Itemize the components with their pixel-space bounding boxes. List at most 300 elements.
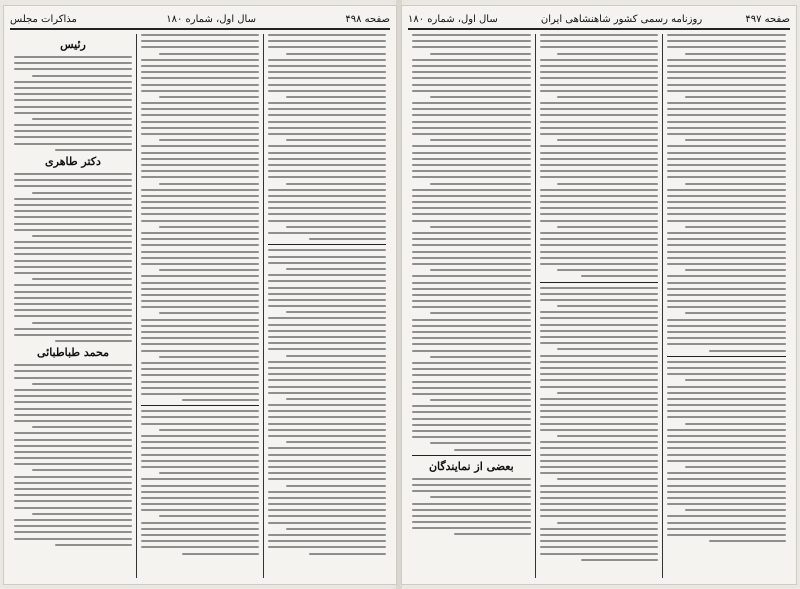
text-line	[268, 102, 386, 104]
text-line	[709, 350, 786, 352]
text-line	[268, 34, 386, 36]
text-line	[540, 84, 659, 86]
text-line	[55, 340, 132, 342]
text-line	[286, 268, 386, 270]
text-line	[540, 46, 659, 48]
text-line	[268, 317, 386, 319]
text-line	[141, 189, 259, 191]
text-line	[268, 392, 386, 394]
text-line	[14, 210, 132, 212]
text-line	[667, 294, 786, 296]
text-line	[286, 485, 386, 487]
text-line	[685, 226, 786, 228]
text-line	[14, 247, 132, 249]
text-line	[430, 356, 531, 358]
text-line	[14, 389, 132, 391]
text-line	[667, 90, 786, 92]
text-line	[540, 244, 659, 246]
text-line	[141, 485, 259, 487]
text-line	[14, 370, 132, 372]
text-line	[14, 99, 132, 101]
text-line	[412, 176, 531, 178]
text-line	[14, 439, 132, 441]
text-line	[268, 65, 386, 67]
text-line	[540, 238, 659, 240]
text-line	[286, 183, 386, 185]
text-line	[141, 319, 259, 321]
text-line	[667, 238, 786, 240]
text-line	[540, 213, 659, 215]
text-line	[268, 195, 386, 197]
text-line	[454, 449, 531, 451]
section-heading: محمد طباطبائی	[36, 346, 110, 360]
text-line	[667, 213, 786, 215]
text-line	[540, 293, 659, 295]
text-line	[667, 158, 786, 160]
text-line	[141, 546, 259, 548]
text-line	[268, 274, 386, 276]
text-line	[14, 297, 132, 299]
text-line	[540, 553, 659, 555]
text-line	[141, 497, 259, 499]
text-line	[14, 432, 132, 434]
text-line	[268, 515, 386, 517]
text-line	[141, 362, 259, 364]
text-line	[141, 238, 259, 240]
text-line	[14, 395, 132, 397]
text-line	[268, 466, 386, 468]
text-line	[667, 102, 786, 104]
text-line	[268, 299, 386, 301]
text-line	[268, 361, 386, 363]
text-line	[268, 249, 386, 251]
text-line	[268, 386, 386, 388]
text-line	[14, 130, 132, 132]
text-line	[540, 534, 659, 536]
text-line	[540, 416, 659, 418]
text-line	[540, 386, 659, 388]
text-line	[667, 59, 786, 61]
text-line	[667, 398, 786, 400]
left-page-header	[10, 10, 390, 30]
right-page-header	[408, 10, 790, 30]
text-line	[268, 158, 386, 160]
text-line	[540, 336, 659, 338]
text-line	[14, 414, 132, 416]
text-line	[14, 112, 132, 114]
text-line	[667, 207, 786, 209]
text-line	[540, 491, 659, 493]
text-line	[268, 220, 386, 222]
text-line	[540, 398, 659, 400]
text-line	[14, 124, 132, 126]
text-line	[667, 361, 786, 363]
left-page	[4, 6, 396, 584]
text-line	[286, 441, 386, 443]
text-line	[540, 152, 659, 154]
text-line	[141, 423, 259, 425]
text-line	[412, 90, 531, 92]
text-line	[667, 491, 786, 493]
text-line	[540, 410, 659, 412]
text-line	[141, 46, 259, 48]
text-line	[412, 325, 531, 327]
text-line	[141, 65, 259, 67]
text-line	[412, 331, 531, 333]
text-line	[14, 284, 132, 286]
text-line	[141, 509, 259, 511]
text-line	[14, 377, 132, 379]
text-line	[14, 272, 132, 274]
text-line	[14, 198, 132, 200]
text-line	[141, 491, 259, 493]
text-line	[268, 429, 386, 431]
text-line	[540, 509, 659, 511]
text-line	[159, 53, 259, 55]
text-line	[141, 158, 259, 160]
text-line	[141, 152, 259, 154]
text-line	[540, 59, 659, 61]
text-line	[667, 478, 786, 480]
text-line	[557, 183, 658, 185]
text-line	[159, 96, 259, 98]
text-line	[540, 429, 659, 431]
text-line	[667, 201, 786, 203]
text-line	[667, 454, 786, 456]
text-line	[430, 226, 531, 228]
text-line	[141, 387, 259, 389]
text-line	[141, 257, 259, 259]
text-line	[540, 324, 659, 326]
text-line	[667, 288, 786, 290]
text-line	[540, 77, 659, 79]
text-line	[141, 213, 259, 215]
text-line	[412, 65, 531, 67]
text-line	[667, 275, 786, 277]
text-line	[540, 472, 659, 474]
text-line	[412, 294, 531, 296]
text-line	[268, 127, 386, 129]
right-page-title: روزنامه رسمی کشور شاهنشاهی ایران	[540, 13, 703, 25]
text-line	[540, 528, 659, 530]
left-page-title: مذاکرات مجلس	[10, 13, 77, 25]
text-line	[540, 447, 659, 449]
text-line	[709, 540, 786, 542]
text-line	[182, 553, 259, 555]
text-line	[268, 379, 386, 381]
text-line	[141, 503, 259, 505]
text-line	[32, 383, 132, 385]
right-page-number: صفحه ۴۹۷	[745, 13, 790, 25]
text-line	[412, 189, 531, 191]
text-line	[268, 293, 386, 295]
text-line	[14, 488, 132, 490]
text-line	[14, 401, 132, 403]
text-line	[412, 478, 531, 480]
text-line	[540, 34, 659, 36]
text-line	[141, 40, 259, 42]
text-line	[412, 108, 531, 110]
text-line	[540, 251, 659, 253]
text-line	[14, 531, 132, 533]
text-line	[412, 232, 531, 234]
text-line	[14, 87, 132, 89]
text-line	[557, 478, 658, 480]
text-line	[141, 90, 259, 92]
text-line	[14, 309, 132, 311]
text-line	[667, 282, 786, 284]
text-line	[540, 40, 659, 42]
text-line	[540, 299, 659, 301]
text-line	[286, 311, 386, 313]
text-line	[540, 158, 659, 160]
text-line	[454, 533, 531, 535]
text-line	[159, 312, 259, 314]
text-line	[14, 185, 132, 187]
text-line	[412, 158, 531, 160]
text-line	[159, 472, 259, 474]
text-line	[540, 170, 659, 172]
text-line	[667, 152, 786, 154]
text-line	[14, 266, 132, 268]
text-line	[141, 300, 259, 302]
text-line	[32, 235, 132, 237]
text-line	[141, 102, 259, 104]
text-line	[141, 350, 259, 352]
text-line	[141, 393, 259, 395]
text-line	[540, 367, 659, 369]
text-line	[667, 472, 786, 474]
text-line	[32, 513, 132, 515]
text-line	[412, 275, 531, 277]
section-rule	[268, 244, 386, 245]
text-line	[268, 348, 386, 350]
text-line	[268, 71, 386, 73]
text-line	[14, 204, 132, 206]
text-line	[667, 232, 786, 234]
text-line	[667, 71, 786, 73]
text-line	[667, 367, 786, 369]
text-line	[159, 515, 259, 517]
text-line	[412, 244, 531, 246]
text-line	[268, 330, 386, 332]
text-line	[268, 84, 386, 86]
text-line	[14, 315, 132, 317]
text-line	[685, 466, 786, 468]
text-line	[141, 34, 259, 36]
text-line	[667, 337, 786, 339]
text-line	[540, 257, 659, 259]
text-line	[430, 399, 531, 401]
text-line	[309, 553, 386, 555]
text-line	[159, 183, 259, 185]
text-line	[412, 405, 531, 407]
text-line	[141, 466, 259, 468]
text-line	[141, 374, 259, 376]
text-line	[667, 410, 786, 412]
text-line	[540, 71, 659, 73]
text-line	[540, 220, 659, 222]
text-line	[412, 381, 531, 383]
text-line	[159, 226, 259, 228]
text-line	[14, 241, 132, 243]
text-line	[14, 68, 132, 70]
text-line	[430, 312, 531, 314]
right-column-2	[536, 34, 664, 578]
text-line	[268, 478, 386, 480]
text-line	[268, 497, 386, 499]
text-line	[412, 490, 531, 492]
left-page-number: صفحه ۴۹۸	[345, 13, 390, 25]
text-line	[14, 408, 132, 410]
text-line	[412, 46, 531, 48]
text-line	[268, 435, 386, 437]
text-line	[14, 62, 132, 64]
text-line	[540, 342, 659, 344]
text-line	[141, 381, 259, 383]
text-line	[268, 522, 386, 524]
text-line	[412, 220, 531, 222]
text-line	[557, 392, 658, 394]
text-line	[412, 393, 531, 395]
text-line	[14, 328, 132, 330]
left-page-columns	[10, 34, 390, 578]
text-line	[14, 482, 132, 484]
section-heading: بعضی از نمایندگان	[428, 459, 514, 473]
text-line	[268, 77, 386, 79]
text-line	[540, 189, 659, 191]
text-line	[540, 65, 659, 67]
text-line	[141, 195, 259, 197]
text-line	[141, 275, 259, 277]
text-line	[685, 96, 786, 98]
text-line	[667, 319, 786, 321]
text-line	[667, 441, 786, 443]
text-line	[540, 232, 659, 234]
text-line	[685, 183, 786, 185]
text-line	[268, 280, 386, 282]
section-heading: رئیس	[60, 38, 86, 51]
text-line	[286, 528, 386, 530]
text-line	[667, 429, 786, 431]
right-page-columns	[408, 34, 790, 578]
text-line	[667, 189, 786, 191]
text-line	[412, 40, 531, 42]
text-line	[667, 133, 786, 135]
text-line	[159, 429, 259, 431]
text-line	[540, 164, 659, 166]
text-line	[540, 423, 659, 425]
text-line	[667, 515, 786, 517]
text-line	[268, 46, 386, 48]
text-line	[141, 121, 259, 123]
text-line	[268, 90, 386, 92]
text-line	[141, 368, 259, 370]
text-line	[540, 373, 659, 375]
text-line	[540, 287, 659, 289]
text-line	[268, 40, 386, 42]
text-line	[141, 108, 259, 110]
text-line	[667, 528, 786, 530]
text-line	[540, 503, 659, 505]
text-line	[412, 102, 531, 104]
text-line	[412, 84, 531, 86]
text-line	[14, 463, 132, 465]
text-line	[412, 34, 531, 36]
text-line	[430, 442, 531, 444]
text-line	[430, 96, 531, 98]
text-line	[412, 164, 531, 166]
text-line	[557, 269, 658, 271]
text-line	[268, 416, 386, 418]
text-line	[540, 121, 659, 123]
text-line	[540, 145, 659, 147]
text-line	[412, 77, 531, 79]
text-line	[141, 478, 259, 480]
text-line	[540, 454, 659, 456]
text-line	[268, 176, 386, 178]
text-line	[412, 195, 531, 197]
text-line	[14, 81, 132, 83]
text-line	[667, 373, 786, 375]
text-line	[141, 127, 259, 129]
left-column-3	[10, 34, 137, 578]
text-line	[412, 521, 531, 523]
text-line	[412, 121, 531, 123]
text-line	[667, 331, 786, 333]
text-line	[141, 435, 259, 437]
text-line	[268, 546, 386, 548]
text-line	[141, 170, 259, 172]
text-line	[540, 176, 659, 178]
left-column-1	[264, 34, 390, 578]
text-line	[412, 387, 531, 389]
text-line	[141, 447, 259, 449]
text-line	[412, 71, 531, 73]
text-line	[141, 460, 259, 462]
text-line	[557, 435, 658, 437]
text-line	[412, 213, 531, 215]
text-line	[540, 207, 659, 209]
text-line	[14, 106, 132, 108]
text-line	[412, 411, 531, 413]
text-line	[14, 476, 132, 478]
text-line	[141, 416, 259, 418]
text-line	[667, 220, 786, 222]
text-line	[141, 331, 259, 333]
text-line	[581, 275, 658, 277]
text-line	[540, 540, 659, 542]
text-line	[268, 410, 386, 412]
text-line	[14, 500, 132, 502]
text-line	[141, 145, 259, 147]
text-line	[667, 257, 786, 259]
text-line	[14, 56, 132, 58]
text-line	[268, 232, 386, 234]
text-line	[268, 336, 386, 338]
text-line	[667, 127, 786, 129]
text-line	[14, 173, 132, 175]
text-line	[268, 491, 386, 493]
text-line	[412, 59, 531, 61]
text-line	[141, 207, 259, 209]
text-line	[14, 525, 132, 527]
text-line	[14, 451, 132, 453]
section-heading: دکتر طاهری	[45, 155, 101, 168]
text-line	[667, 503, 786, 505]
text-line	[141, 306, 259, 308]
text-line	[14, 507, 132, 509]
